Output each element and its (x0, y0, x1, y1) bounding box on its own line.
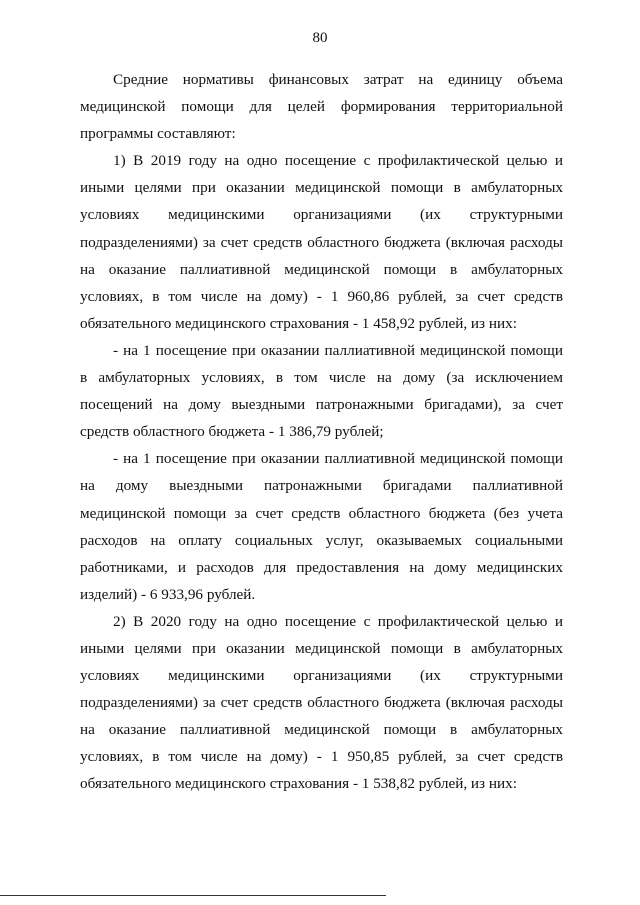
footer-rule (0, 895, 386, 896)
document-body (80, 66, 563, 798)
paragraph-intro: Средние нормативы финансовых затрат на единицу объема медицинской помощи для целей формирования территориальной программы составляют: (80, 71, 563, 143)
paragraph-2019-palliative-home-teams: - на 1 посещение при оказании паллиативной медицинской помощи на дому выездными патронажными бригадами паллиативной медицинской помощи за счет средств областного бюджета (без учета расходов на оплату социальных услуг, оказываемых социальными работниками, и расходов для предоставления на дому медицинских изделий) - 6 933,96 рублей. (80, 450, 563, 603)
paragraph-2019: 1) В 2019 году на одно посещение с профилактической целью и иными целями при оказании медицинской помощи в амбулаторных условиях медицинскими организациями (их структурными подразделениями) за счет средств областного бюджета (включая расходы на оказание паллиативной медицинской помощи в амбулаторных условиях, в том числе на дому) - 1 960,86 рублей, за счет средств обязательного медицинского страхования - 1 458,92 рублей, из них: (80, 152, 563, 332)
page-number: 80 (312, 30, 328, 46)
paragraph-2020: 2) В 2020 году на одно посещение с профилактической целью и иными целями при оказании медицинской помощи в амбулаторных условиях медицинскими организациями (их структурными подразделениями) за счет средств областного бюджета (включая расходы на оказание паллиативной медицинской помощи в амбулаторных условиях, в том числе на дому) - 1 950,85 рублей, за счет средств обязательного медицинского страхования - 1 538,82 рублей, из них: (80, 612, 563, 793)
paragraph-2019-palliative-ambulatory: - на 1 посещение при оказании паллиативной медицинской помощи в амбулаторных условиях, в том числе на дому (за исключением посещений на дому выездными патронажными бригадами), за счет средств областного бюджета - 1 386,79 рублей; (80, 341, 563, 441)
